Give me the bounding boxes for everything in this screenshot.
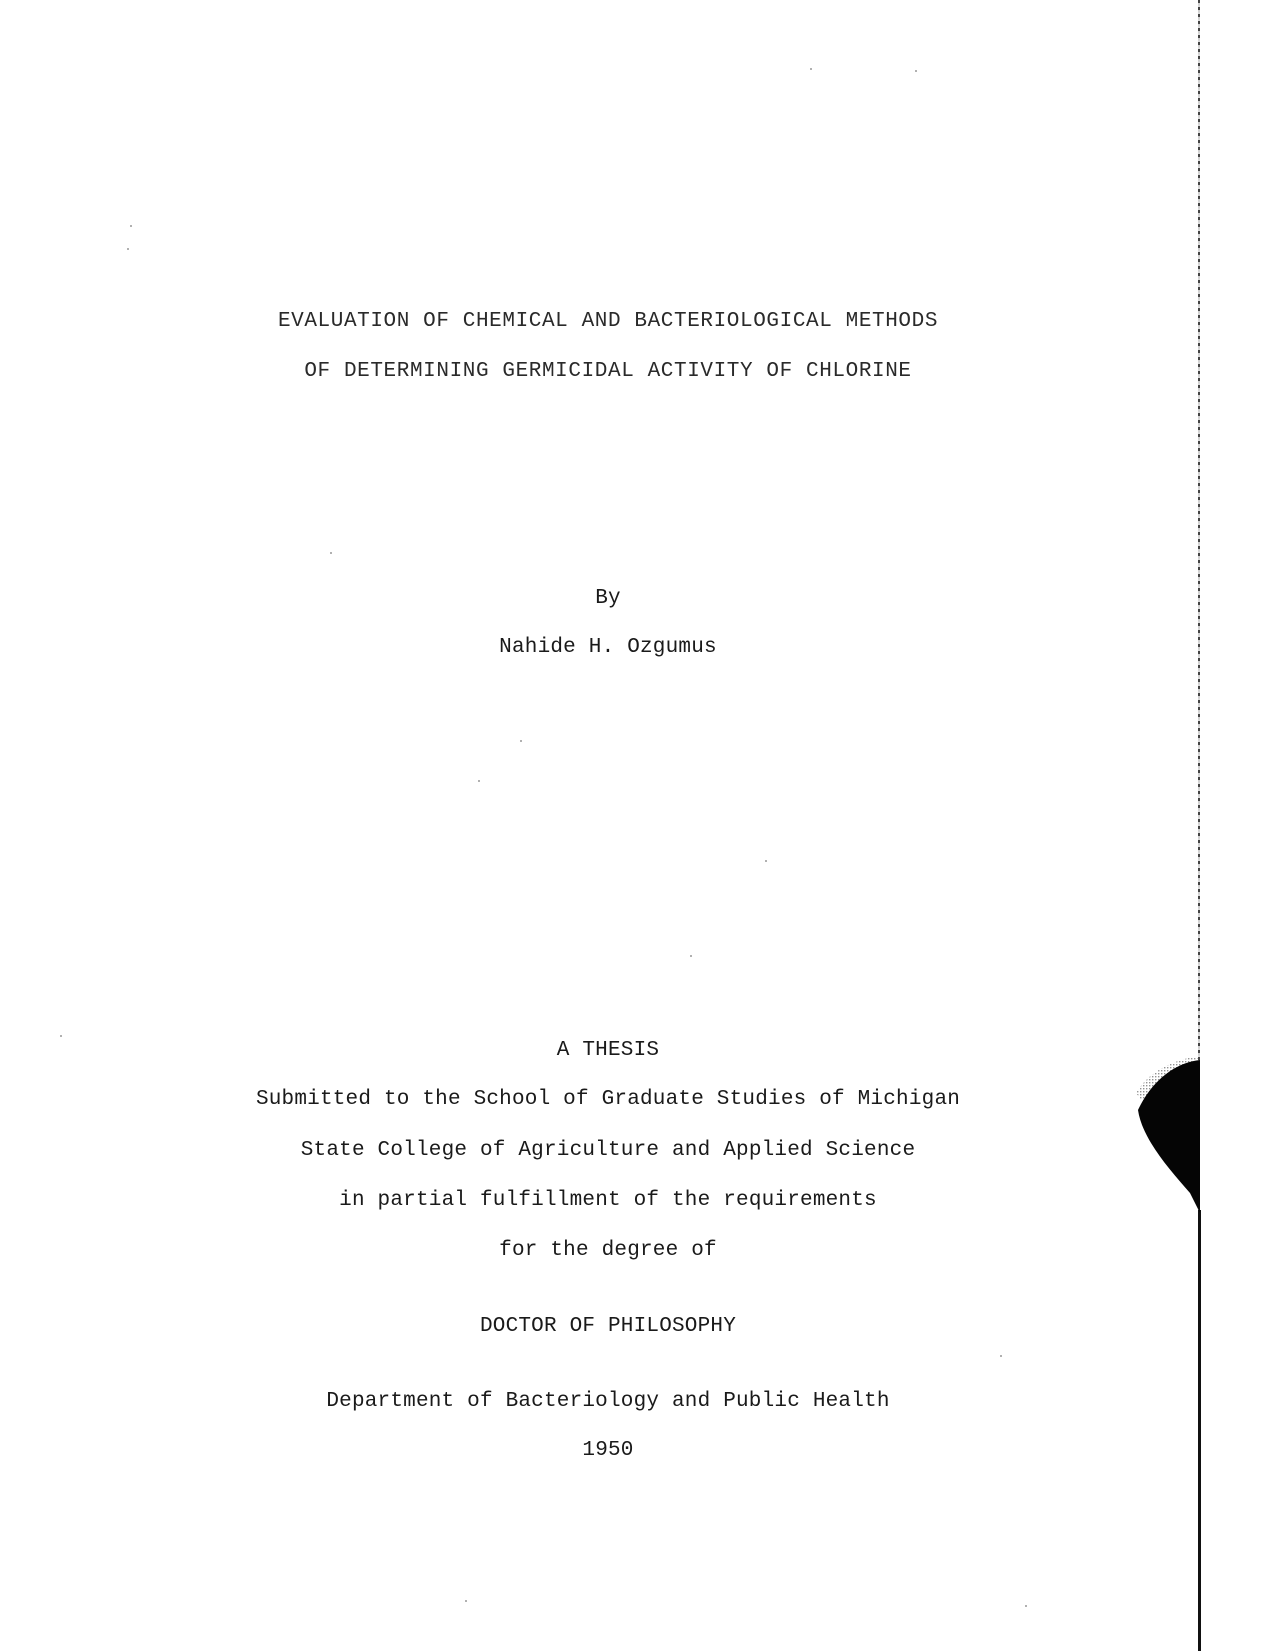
scan-speck — [1000, 1355, 1002, 1357]
submission-line-4: for the degree of — [499, 1239, 717, 1262]
degree-name: DOCTOR OF PHILOSOPHY — [479, 1315, 737, 1338]
submission-line-1: Submitted to the School of Graduate Studies of Michigan — [255, 1088, 961, 1111]
thesis-label: A THESIS — [556, 1039, 660, 1062]
scan-speck — [465, 1600, 467, 1602]
scan-speck — [60, 1035, 62, 1037]
scan-speck — [690, 955, 692, 957]
year: 1950 — [582, 1439, 634, 1462]
scan-speck — [915, 70, 917, 72]
by-label: By — [595, 587, 621, 610]
scan-speck — [330, 552, 332, 554]
scan-speck — [127, 248, 129, 250]
title-line-1: EVALUATION OF CHEMICAL AND BACTERIOLOGICAL METHODS — [277, 310, 939, 333]
scan-speck — [478, 780, 480, 782]
author-name: Nahide H. Ozgumus — [499, 636, 717, 659]
title-line-2: OF DETERMINING GERMICIDAL ACTIVITY OF CHLORINE — [304, 360, 912, 383]
scan-speck — [1025, 1605, 1027, 1607]
submission-line-3: in partial fulfillment of the requirements — [339, 1189, 877, 1212]
page-edge-shadow — [1198, 1210, 1201, 1651]
department-name: Department of Bacteriology and Public Health — [326, 1390, 890, 1413]
submission-line-2: State College of Agriculture and Applied Science — [300, 1139, 916, 1162]
binder-clip-shadow — [1128, 1058, 1200, 1213]
scan-speck — [765, 860, 767, 862]
scan-speck — [810, 68, 812, 70]
scan-speck — [520, 740, 522, 742]
scan-speck — [130, 225, 132, 227]
